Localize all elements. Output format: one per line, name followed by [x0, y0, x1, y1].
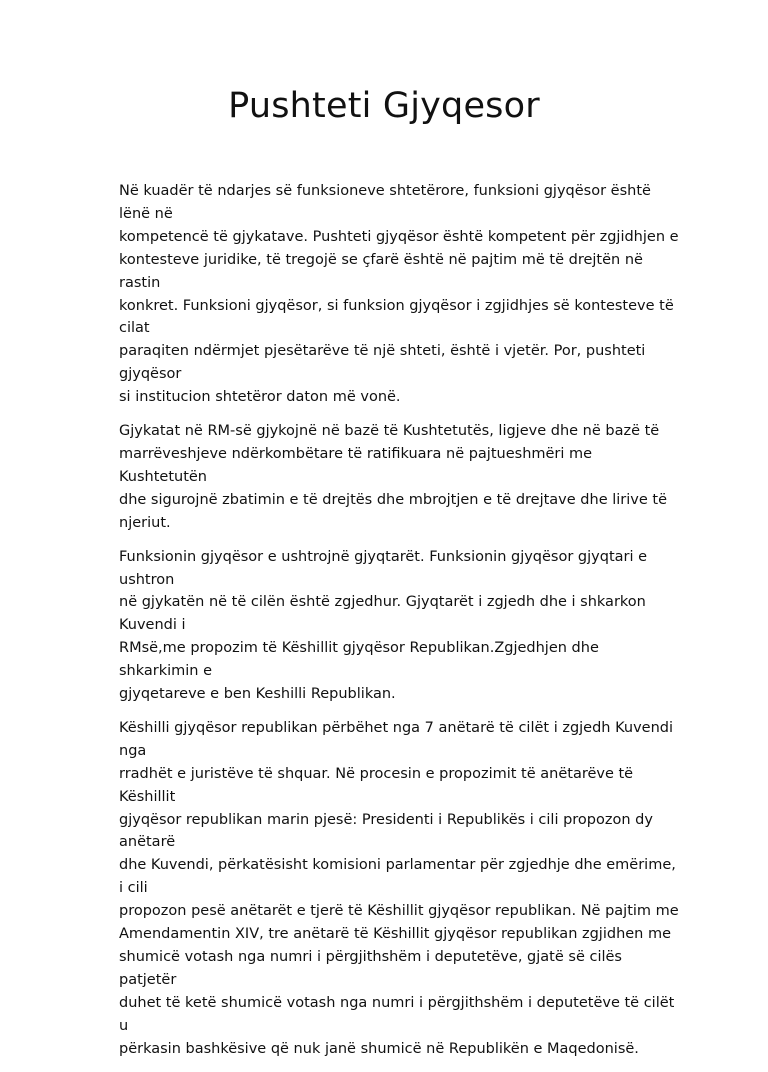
document-body: [119, 180, 679, 1072]
document-title: Pushteti Gjyqesor: [228, 86, 540, 126]
paragraph-4: Këshilli gjyqësor republikan përbëhet nga 7 anëtarë të cilët i zgjedh Kuvendi nga rradhët e juristëve të shquar. Në procesin e propozimit të anëtarëve të Këshillit gjyqësor republikan marin pjesë: Presidenti i Republikës i cili propozon dy anëtarë dhe Kuvendi, përkatësisht komisioni parlamentar për zgjedhje dhe emërime, i cili propozon pesë anëtarët e tjerë të Këshillit gjyqësor republikan. Në pajtim me Amendamentin XIV, tre anëtarë të Këshillit gjyqësor republikan zgjidhen me shumicë votash nga numri i përgjithshëm i deputetëve, gjatë së cilës patjetër duhet të ketë shumicë votash nga numri i përgjithshëm i deputetëve të cilët u përkasin bashkësive që nuk janë shumicë në Republikën e Maqedonisë.: [119, 719, 679, 1057]
paragraph-2: Gjykatat në RM-së gjykojnë në bazë të Kushtetutës, ligjeve dhe në bazë të marrëveshjeve ndërkombëtare të ratifikuara në pajtueshmëri me Kushtetutën dhe sigurojnë zbatimin e të drejtës dhe mbrojtjen e të drejtave dhe lirive të njeriut.: [119, 423, 667, 531]
paragraph-1: Në kuadër të ndarjes së funksioneve shtetërore, funksioni gjyqësor është lënë në kompetencë të gjykatave. Pushteti gjyqësor është kompetent për zgjidhjen e kontesteve juridike, të tregojë se çfarë është në pajtim më të drejtën në rastin konkret. Funksioni gjyqësor, si funksion gjyqësor i zgjidhjes së kontesteve të cilat paraqiten ndërmjet pjesëtarëve të një shteti, është i vjetër. Por, pushteti gjyqësor si institucion shtetëror daton më vonë.: [119, 183, 679, 406]
paragraph-3: Funksionin gjyqësor e ushtrojnë gjyqtarët. Funksionin gjyqësor gjyqtari e ushtron në gjykatën në të cilën është zgjedhur. Gjyqtarët i zgjedh dhe i shkarkon Kuvendi i RMsë,me propozim të Këshillit gjyqësor Republikan.Zgjedhjen dhe shkarkimin e gjyqetareve e ben Keshilli Republikan.: [119, 548, 648, 703]
